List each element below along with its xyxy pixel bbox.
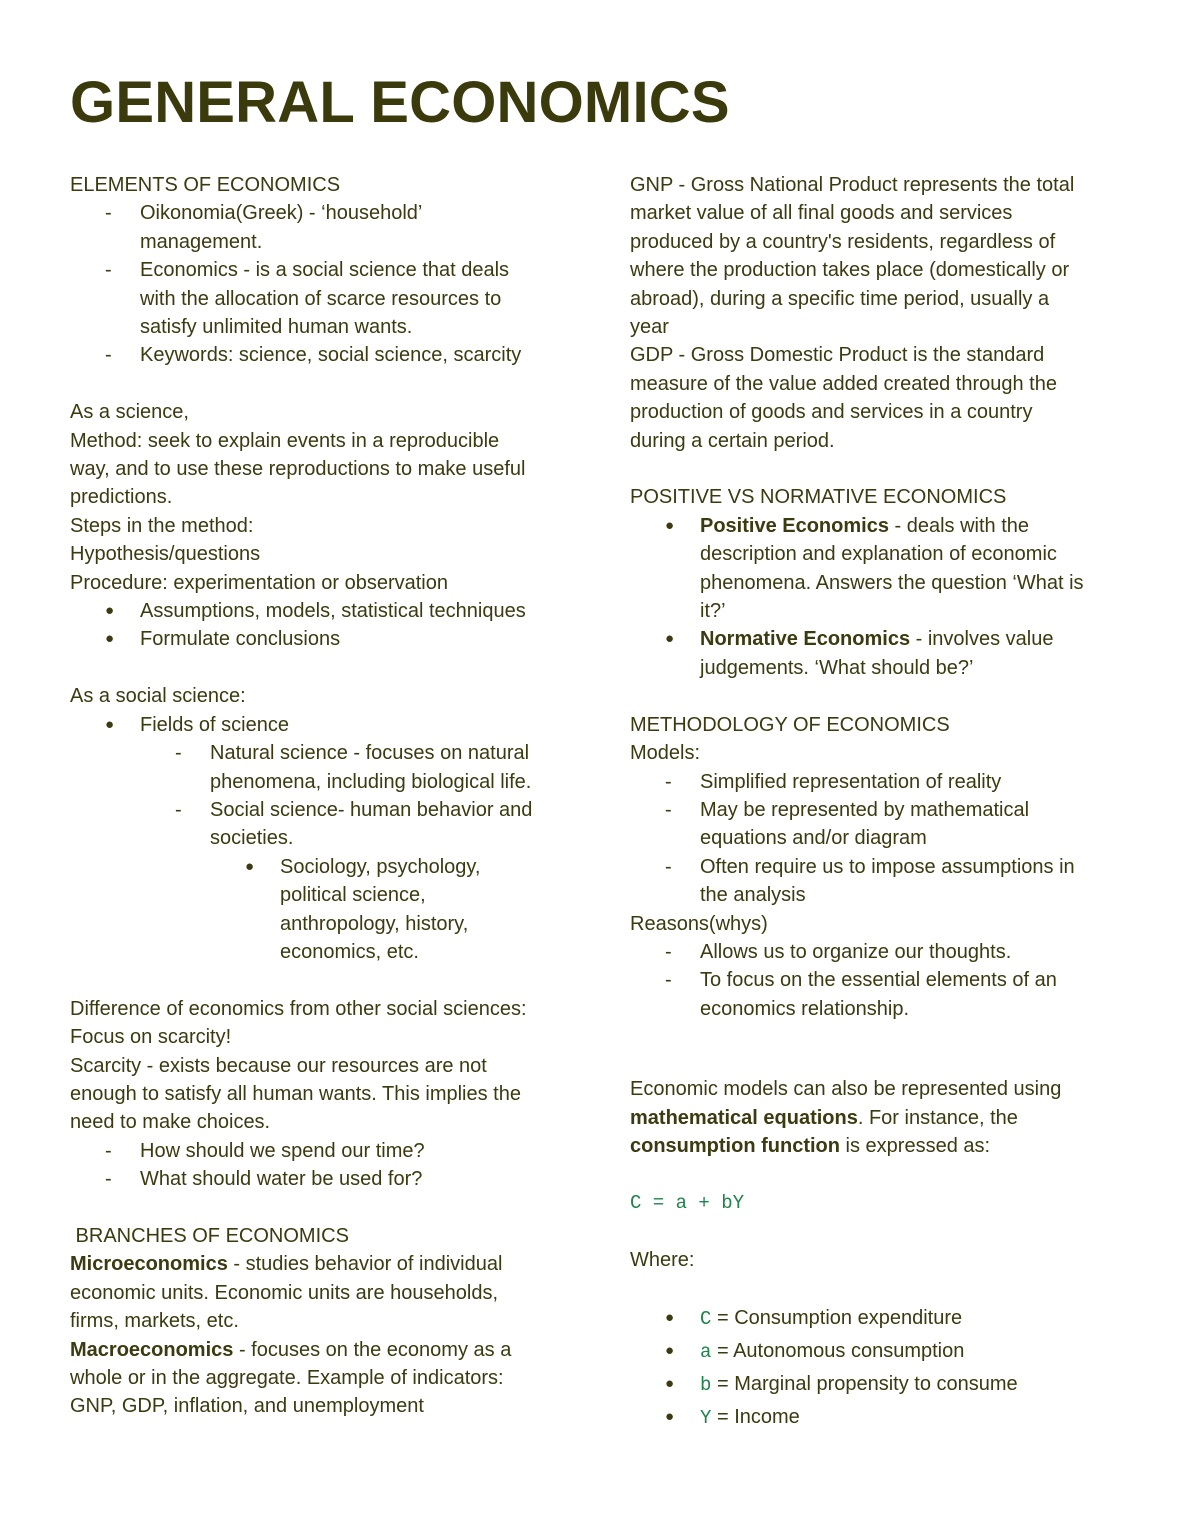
paragraph-line: where the production takes place (domestically or	[630, 259, 1070, 282]
list-item-line	[700, 1401, 1130, 1434]
list-item-line: with the allocation of scarce resources to	[140, 287, 502, 310]
paragraph-line: production of goods and services in a country	[630, 401, 1033, 424]
dash-marker: -	[665, 798, 672, 821]
list-item-line: phenomena. Answers the question ‘What is	[700, 571, 1084, 594]
inline-text: - focuses on the economy as a	[233, 1338, 512, 1361]
list-item-line: it?’	[700, 600, 726, 623]
dash-marker: -	[175, 798, 182, 821]
variable-symbol: a	[700, 1341, 712, 1364]
variable-description: = Consumption expenditure	[711, 1307, 963, 1330]
variable-symbol: Y	[700, 1407, 712, 1430]
paragraph-line: way, and to use these reproductions to make useful	[70, 458, 526, 481]
list-item-oikonomia	[70, 199, 570, 256]
list-item-line: Sociology, psychology,	[280, 855, 481, 878]
inline-text: is expressed as:	[839, 1134, 991, 1157]
variable-description: = Marginal propensity to consume	[711, 1373, 1018, 1396]
inline-text: - deals with the	[888, 514, 1030, 537]
paragraph-line: firms, markets, etc.	[70, 1310, 239, 1333]
consumption-equation: C = a + bY	[630, 1191, 745, 1214]
paragraph-line: GDP - Gross Domestic Product is the standard	[630, 344, 1045, 367]
section-heading-positive-normative: POSITIVE VS NORMATIVE ECONOMICS	[630, 486, 1007, 509]
page-title: GENERAL ECONOMICS	[70, 70, 730, 135]
list-item-line	[700, 1302, 1130, 1335]
list-item-line: political science,	[280, 884, 426, 907]
section-heading-branches: BRANCHES OF ECONOMICS	[70, 1224, 349, 1247]
list-item-line: Fields of science	[140, 713, 289, 736]
paragraph-line: Method: seek to explain events in a reproducible	[70, 429, 500, 452]
list-item-variable-y	[630, 1401, 1130, 1434]
paragraph-line: market value of all final goods and services	[630, 202, 1013, 225]
term-mathematical-equations: mathematical equations	[630, 1106, 858, 1129]
left-column	[70, 171, 570, 1421]
list-item-line: equations and/or diagram	[700, 827, 927, 850]
variable-symbol: b	[700, 1374, 712, 1397]
bullet-marker: ●	[245, 857, 255, 875]
paragraph-line: GNP, GDP, inflation, and unemployment	[70, 1395, 424, 1418]
list-item-water	[70, 1165, 570, 1193]
variable-symbol: C	[700, 1308, 712, 1331]
list-item-line: judgements. ‘What should be?’	[700, 656, 974, 679]
dash-marker: -	[665, 855, 672, 878]
paragraph-line: whole or in the aggregate. Example of indicators:	[70, 1367, 504, 1389]
list-item-line: To focus on the essential elements of an	[700, 969, 1057, 992]
paragraph-line: Steps in the method:	[70, 514, 254, 537]
list-item-line: Social science- human behavior and	[210, 798, 533, 821]
paragraph-line: Difference of economics from other social sciences:	[70, 997, 527, 1020]
paragraph-line	[70, 1250, 570, 1278]
list-item-line: What should water be used for?	[140, 1168, 423, 1191]
paragraph-line: during a certain period.	[630, 429, 835, 452]
paragraph-line: Procedure: experimentation or observation	[70, 571, 448, 594]
bullet-marker: ●	[665, 630, 675, 648]
list-item-line: May be represented by mathematical	[700, 798, 1030, 821]
list-item-line: societies.	[210, 827, 294, 850]
paragraph-line: Focus on scarcity!	[70, 1026, 232, 1049]
variable-description: = Autonomous consumption	[711, 1340, 965, 1363]
inline-text: - studies behavior of individual	[227, 1253, 503, 1276]
paragraph-line: enough to satisfy all human wants. This implies the	[70, 1082, 521, 1105]
bullet-marker: ●	[665, 1342, 675, 1360]
bullet-marker: ●	[665, 1309, 675, 1327]
inline-text: - involves value	[910, 628, 1054, 651]
variable-description: = Income	[711, 1406, 800, 1429]
list-item-reason	[630, 966, 1130, 1023]
where-label: Where:	[630, 1248, 695, 1271]
bullet-marker: ●	[105, 602, 115, 620]
list-item-line: economics relationship.	[700, 997, 909, 1020]
list-item-line: management.	[140, 230, 263, 253]
paragraph-line: year	[630, 316, 669, 339]
dash-marker: -	[665, 969, 672, 992]
list-item-model	[630, 853, 1130, 910]
paragraph-line: economic units. Economic units are households,	[70, 1281, 499, 1304]
paragraph-line: As a science,	[70, 401, 189, 424]
paragraph-line: predictions.	[70, 486, 173, 509]
list-item-line: Economics - is a social science that deals	[140, 259, 510, 282]
list-item-variable-b	[630, 1368, 1130, 1401]
list-item-line: description and explanation of economic	[700, 543, 1057, 566]
list-item-line: Assumptions, models, statistical techniques	[140, 600, 526, 623]
dash-marker: -	[105, 1168, 112, 1191]
list-item-social-examples	[70, 853, 570, 967]
list-item-social-science	[70, 796, 570, 853]
dash-marker: -	[105, 202, 112, 225]
list-item-line: Formulate conclusions	[140, 628, 341, 651]
paragraph-line: measure of the value added created through the	[630, 372, 1057, 395]
list-item-natural-science	[70, 739, 570, 796]
list-item-model	[630, 796, 1130, 853]
list-item-positive	[630, 512, 1130, 626]
dash-marker: -	[105, 344, 112, 367]
bullet-marker: ●	[105, 715, 115, 733]
paragraph-line	[630, 1104, 1130, 1132]
list-item-model	[630, 768, 1130, 796]
list-item-variable-c	[630, 1302, 1130, 1335]
bullet-marker: ●	[665, 516, 675, 534]
list-item-fields	[70, 711, 570, 739]
dash-marker: -	[665, 940, 672, 963]
list-item-line	[700, 1335, 1130, 1368]
list-item-line	[700, 625, 1130, 653]
section-heading-methodology: METHODOLOGY OF ECONOMICS	[630, 713, 950, 736]
list-item-line: Keywords: science, social science, scarcity	[140, 344, 522, 367]
list-item-line: Simplified representation of reality	[700, 770, 1002, 793]
list-item-keywords	[70, 341, 570, 369]
paragraph-line	[630, 1132, 1130, 1160]
list-item-line: Natural science - focuses on natural	[210, 742, 530, 765]
list-item-spend-time	[70, 1137, 570, 1165]
section-heading-elements: ELEMENTS OF ECONOMICS	[70, 174, 341, 196]
inline-text: . For instance, the	[857, 1106, 1018, 1129]
list-item-line: phenomena, including biological life.	[210, 770, 532, 793]
term-consumption-function: consumption function	[630, 1134, 840, 1157]
list-item-economics-definition	[70, 256, 570, 341]
list-item-line: the analysis	[700, 884, 806, 907]
list-item-line: Often require us to impose assumptions in	[700, 855, 1075, 878]
list-item-line	[700, 512, 1130, 540]
reasons-label: Reasons(whys)	[630, 912, 768, 935]
list-item-conclusions	[70, 625, 570, 653]
dash-marker: -	[105, 259, 112, 282]
list-item-normative	[630, 625, 1130, 682]
term-normative-economics: Normative Economics	[700, 628, 911, 651]
paragraph-line: Economic models can also be represented using	[630, 1078, 1062, 1101]
right-column	[630, 171, 1130, 1434]
paragraph-line: Scarcity - exists because our resources are not	[70, 1054, 487, 1077]
paragraph-line: GNP - Gross National Product represents the total	[630, 174, 1075, 196]
paragraph-line: Hypothesis/questions	[70, 543, 261, 566]
bullet-marker: ●	[665, 1375, 675, 1393]
list-item-line: How should we spend our time?	[140, 1139, 425, 1162]
bullet-marker: ●	[105, 630, 115, 648]
bullet-marker: ●	[665, 1408, 675, 1426]
paragraph-line: abroad), during a specific time period, usually a	[630, 287, 1050, 310]
paragraph-line: need to make choices.	[70, 1111, 271, 1134]
list-item-line: anthropology, history,	[280, 912, 469, 935]
term-microeconomics: Microeconomics	[70, 1253, 228, 1276]
list-item-reason	[630, 938, 1130, 966]
list-item-assumptions	[70, 597, 570, 625]
term-macroeconomics: Macroeconomics	[70, 1338, 234, 1361]
term-positive-economics: Positive Economics	[700, 514, 889, 537]
paragraph-line	[70, 1336, 570, 1364]
list-item-line: Allows us to organize our thoughts.	[700, 940, 1012, 963]
models-label: Models:	[630, 742, 701, 765]
list-item-line: Oikonomia(Greek) - ‘household’	[140, 202, 423, 225]
dash-marker: -	[175, 742, 182, 765]
list-item-line	[700, 1368, 1130, 1401]
dash-marker: -	[665, 770, 672, 793]
list-item-variable-a	[630, 1335, 1130, 1368]
list-item-line: satisfy unlimited human wants.	[140, 316, 413, 339]
paragraph-line: produced by a country's residents, regardless of	[630, 230, 1056, 253]
dash-marker: -	[105, 1139, 112, 1162]
section-heading-social-science: As a social science:	[70, 685, 246, 708]
list-item-line: economics, etc.	[280, 940, 419, 963]
